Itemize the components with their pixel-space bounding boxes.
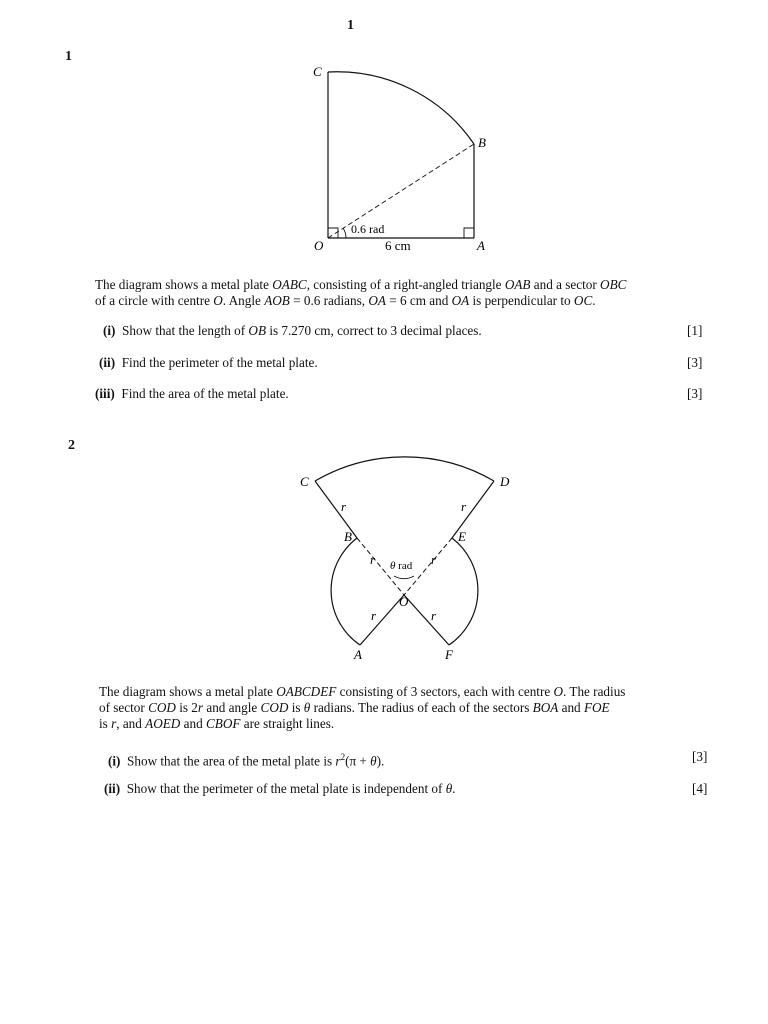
r-label-bo: r [370, 552, 376, 567]
label-o: O [314, 238, 324, 253]
angle-arc-cod [394, 576, 414, 579]
label-d: D [500, 474, 510, 489]
question-2-part-i: (i) Show that the area of the metal plate is $r^2(\pi + \theta)$. [108, 752, 385, 769]
arc-ba [331, 538, 360, 645]
label-b: B [344, 529, 352, 544]
label-e: E [458, 529, 466, 544]
question-1-number: 1 [65, 49, 72, 64]
angle-arc-aob [343, 228, 346, 238]
r-label-of: r [431, 608, 437, 623]
r-label-eo: r [431, 552, 437, 567]
question-2-number: 2 [68, 438, 75, 453]
angle-label: 0.6 rad [351, 222, 385, 236]
question-2-part-ii-marks: [4] [692, 781, 708, 796]
page-number: 1 [347, 18, 354, 33]
arc-cb [328, 72, 474, 144]
question-2-stem: The diagram shows a metal plate OABCDEF consisting of 3 sectors, each with centre O. The radius of sector COD is 2r and angle COD is θ radians. The radius of each of the sectors BOA and FOE is r, and AOED and CBOF are straight lines. [99, 684, 626, 732]
question-1-part-iii-marks: [3] [687, 386, 703, 401]
label-c: C [300, 474, 309, 489]
label-f: F [445, 647, 453, 662]
length-label: 6 cm [385, 238, 411, 253]
question-1-part-i-marks: [1] [687, 323, 703, 338]
question-2-part-ii: (ii) Show that the perimeter of the metal plate is independent of θ. [104, 781, 456, 796]
line-of [404, 595, 449, 645]
question-1-part-ii: (ii) Find the perimeter of the metal plate. [99, 355, 318, 370]
label-o: O [399, 594, 409, 609]
r-label-cb: r [341, 499, 347, 514]
question-1-stem: The diagram shows a metal plate OABC, consisting of a right-angled triangle OAB and a sector OBC of a circle with centre O. Angle AOB = 0.6 radians, OA = 6 cm and OA is perpendicular to OC. [95, 277, 627, 309]
question-1-part-i: (i) Show that the length of OB is 7.270 cm, correct to 3 decimal places. [103, 323, 482, 338]
label-a: A [354, 647, 362, 662]
question-1-part-ii-marks: [3] [687, 355, 703, 370]
question-2-part-i-marks: [3] [692, 749, 708, 764]
right-angle-a [464, 228, 474, 238]
label-a: A [477, 238, 485, 253]
r-label-oa: r [371, 608, 377, 623]
question-1-part-iii: (iii) Find the area of the metal plate. [95, 386, 289, 401]
arc-ef [449, 538, 478, 645]
line-ob-dashed [328, 144, 474, 238]
theta-label: θ rad [390, 560, 413, 572]
label-c: C [313, 64, 322, 79]
arc-cd [315, 457, 494, 481]
question-2-diagram [0, 440, 768, 670]
r-label-de: r [461, 499, 467, 514]
line-oa [360, 595, 404, 645]
label-b: B [478, 135, 486, 150]
question-1-diagram [0, 0, 768, 270]
